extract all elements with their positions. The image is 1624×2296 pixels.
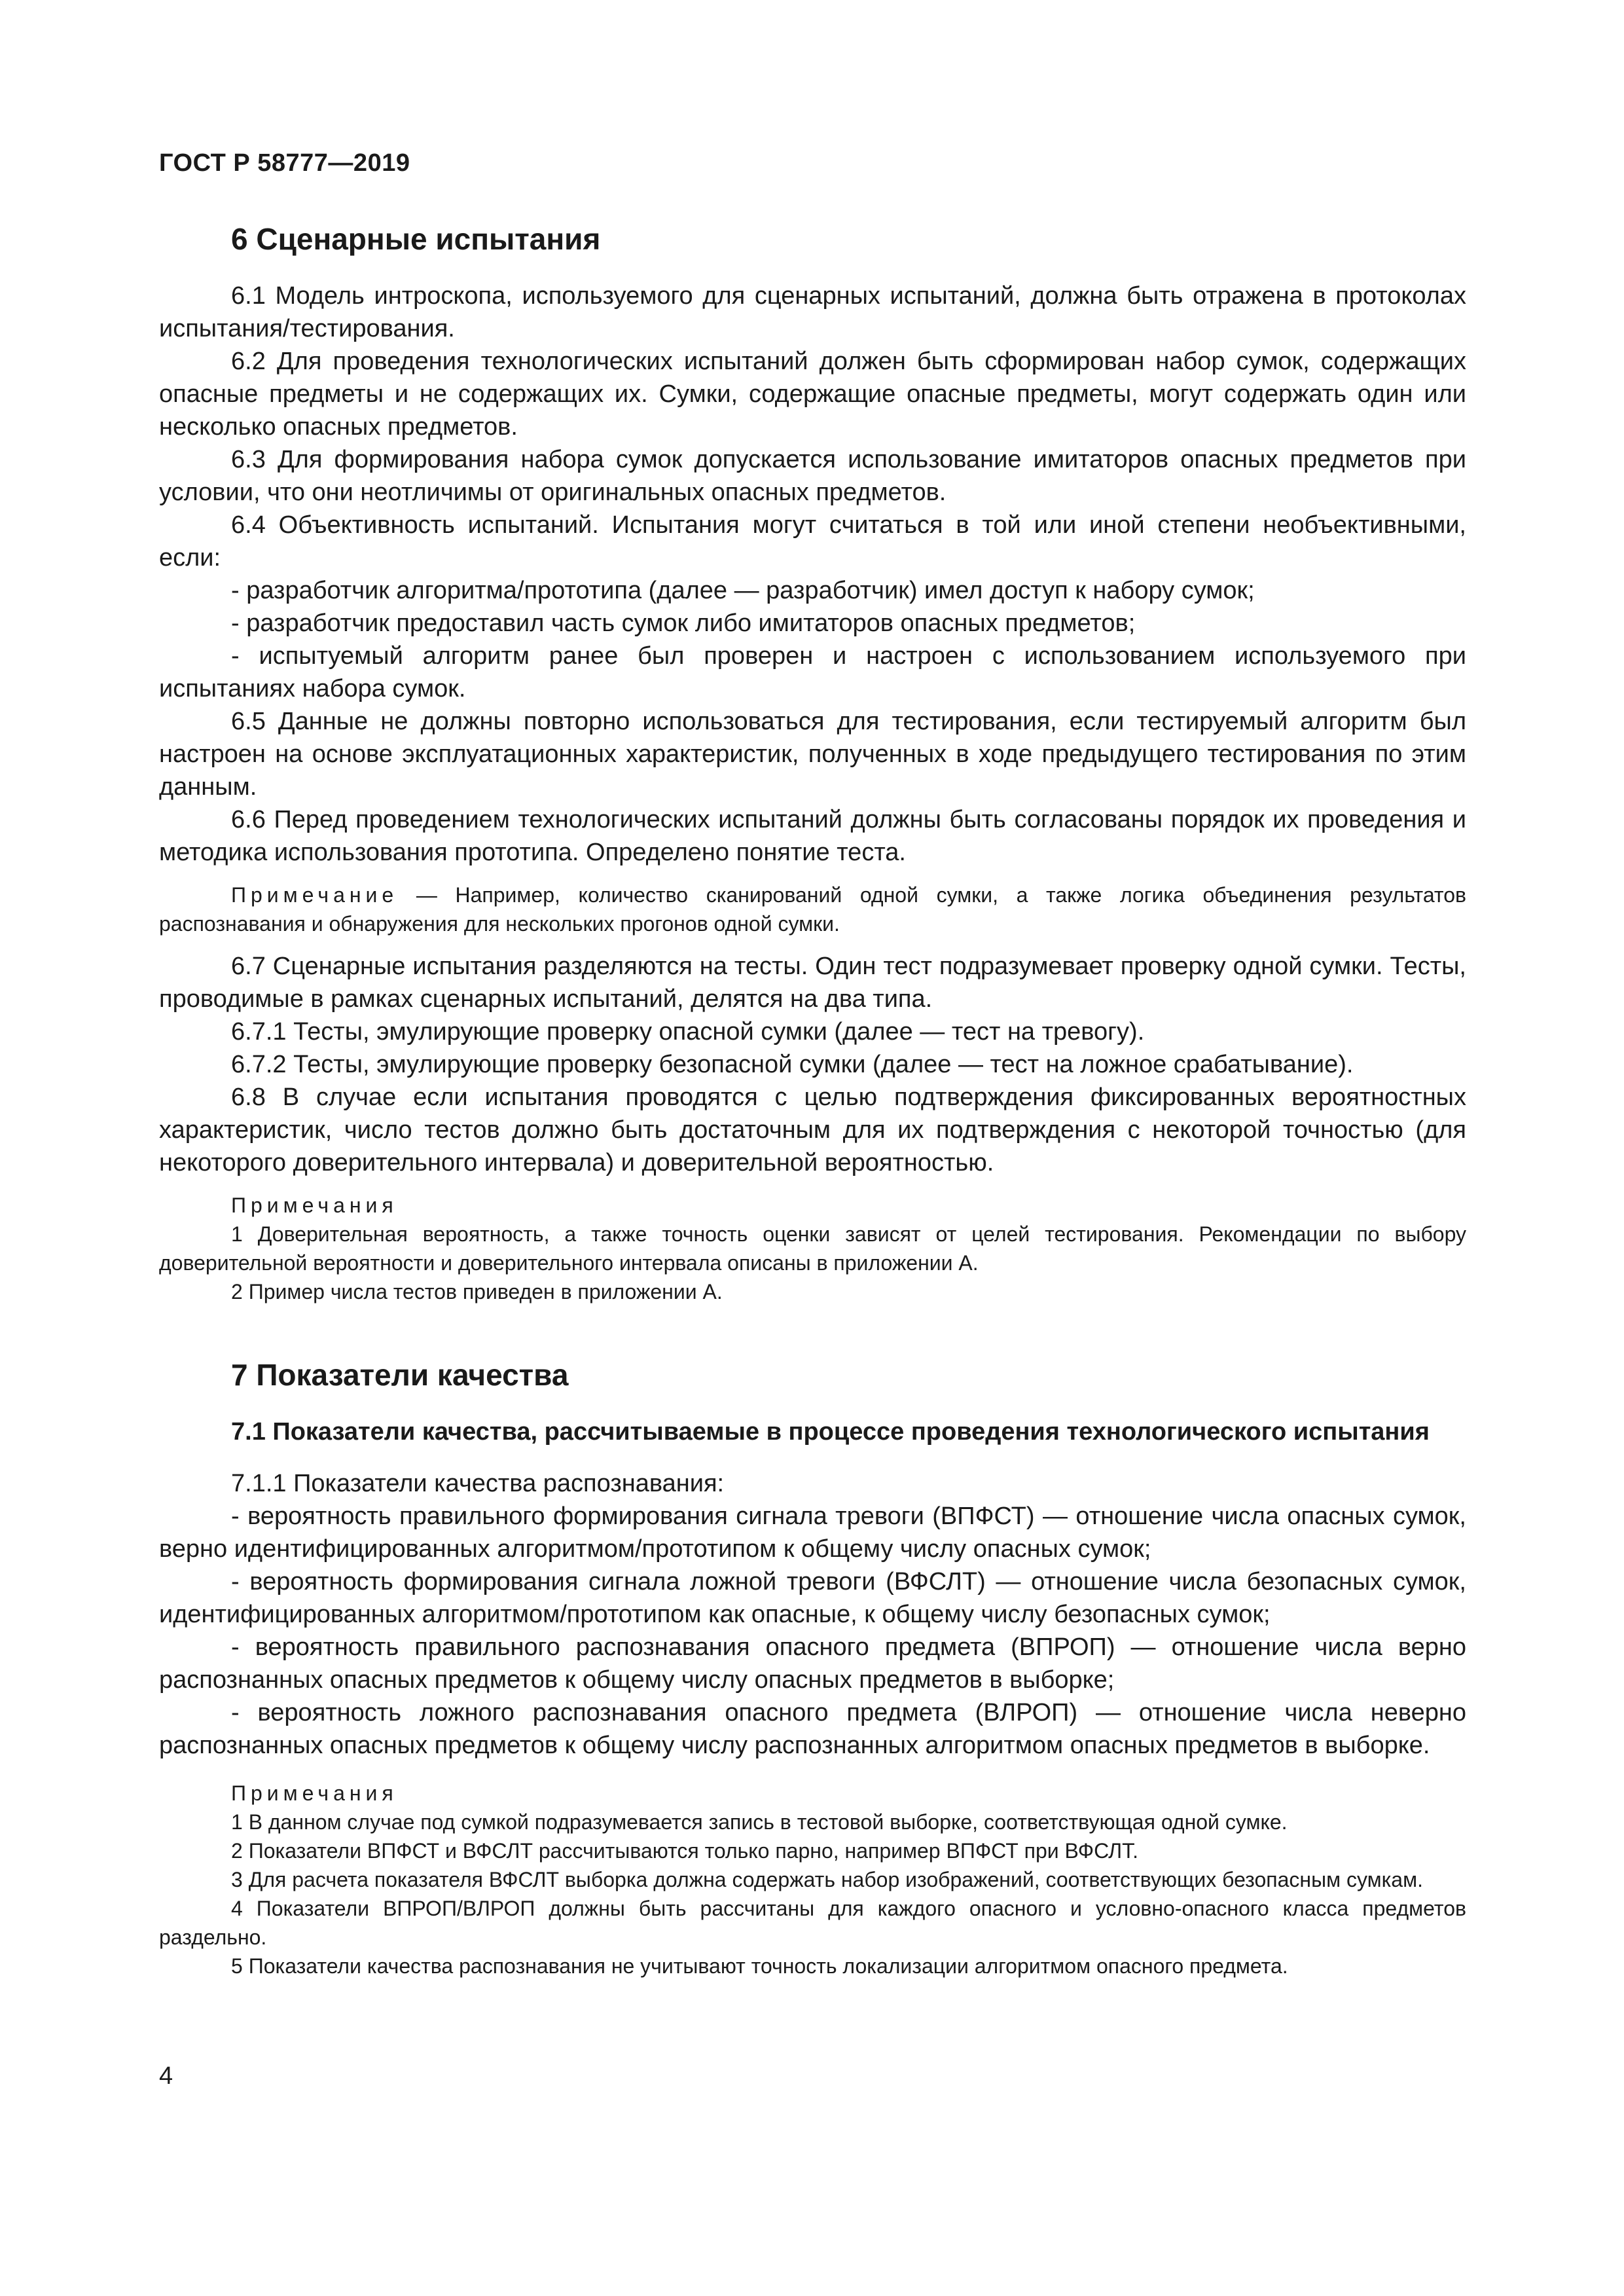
note-item: 1 Доверительная вероятность, а также точность оценки зависят от целей тестирования. Рекомендации по выбору доверительной вероятности и доверительного интервала описаны в приложении А. — [159, 1222, 1466, 1275]
list-item: - разработчик алгоритма/прототипа (далее — разработчик) имел доступ к набору сумок; — [231, 577, 1255, 605]
notes-label: Примечания — [231, 1781, 398, 1805]
clause-6-1: 6.1 Модель интроскопа, используемого для сценарных испытаний, должна быть отражена в протоколах испытания/тестирования. — [159, 282, 1466, 343]
page-number: 4 — [159, 2062, 173, 2090]
note-item: 3 Для расчета показателя ВФСЛТ выборка должна содержать набор изображений, соответствующих безопасным сумкам. — [231, 1867, 1423, 1891]
note-6-6 — [159, 881, 1466, 938]
note-item: 2 Показатели ВПФСТ и ВФСЛТ рассчитываются только парно, например ВПФСТ при ВФСЛТ. — [231, 1838, 1139, 1863]
clause-6-7-2: 6.7.2 Тесты, эмулирующие проверку безопасной сумки (далее — тест на ложное срабатывание). — [231, 1051, 1354, 1079]
notes-7-1-1 — [159, 1779, 1466, 1980]
clause-6-5: 6.5 Данные не должны повторно использоваться для тестирования, если тестируемый алгоритм был настроен на основе эксплуатационных характеристик, полученных в ходе предыдущего тестирования по этим данным. — [159, 708, 1466, 801]
clause-6-3: 6.3 Для формирования набора сумок допускается использование имитаторов опасных предметов при условии, что они неотличимы от оригинальных опасных предметов. — [159, 446, 1466, 507]
note-item: 4 Показатели ВПРОП/ВЛРОП должны быть рассчитаны для каждого опасного и условно-опасного класса предметов раздельно. — [159, 1896, 1466, 1949]
note-label: Примечание — [231, 883, 399, 907]
page-content — [159, 221, 1466, 1992]
clause-6-8: 6.8 В случае если испытания проводятся с целью подтверждения фиксированных вероятностных характеристик, число тестов должно быть достаточным для их подтверждения с некоторой точностью (для некоторого доверительного интервала) и доверительной вероятностью. — [159, 1084, 1466, 1177]
clause-6-4: 6.4 Объективность испытаний. Испытания могут считаться в той или иной степени необъективными, если: — [159, 511, 1466, 572]
document-designation: ГОСТ Р 58777—2019 — [159, 149, 410, 177]
clause-6-6: 6.6 Перед проведением технологических испытаний должны быть согласованы порядок их проведения и методика использования прототипа. Определено понятие теста. — [159, 806, 1466, 867]
note-item: 5 Показатели качества распознавания не учитывают точность локализации алгоритмом опасного предмета. — [231, 1954, 1288, 1978]
clause-6-7-1: 6.7.1 Тесты, эмулирующие проверку опасной сумки (далее — тест на тревогу). — [231, 1018, 1145, 1046]
section-6-title: 6 Сценарные испытания — [231, 222, 601, 256]
clause-7-1-1: 7.1.1 Показатели качества распознавания: — [231, 1469, 725, 1497]
list-item: - вероятность ложного распознавания опасного предмета (ВЛРОП) — отношение числа неверно распознанных опасных предметов к общему числу распознанных алгоритмом опасных предметов в выборке. — [159, 1698, 1466, 1759]
list-item: - разработчик предоставил часть сумок либо имитаторов опасных предметов; — [231, 610, 1136, 638]
subsection-7-1-title: 7.1 Показатели качества, рассчитываемые в процессе проведения технологического испытания — [231, 1418, 1430, 1446]
notes-label: Примечания — [231, 1194, 398, 1218]
note-item: 2 Пример числа тестов приведен в приложении А. — [231, 1280, 723, 1304]
list-item: - вероятность правильного распознавания опасного предмета (ВПРОП) — отношение числа верно распознанных опасных предметов к общему числу опасных предметов в выборке; — [159, 1633, 1466, 1694]
list-item: - вероятность формирования сигнала ложной тревоги (ВФСЛТ) — отношение числа безопасных сумок, идентифицированных алгоритмом/прототипом как опасные, к общему числу безопасных сумок; — [159, 1567, 1466, 1628]
note-body: — Например, количество сканирований одной сумки, а также логика объединения результатов распознавания и обнаружения для нескольких прогонов одной сумки. — [159, 883, 1466, 936]
clause-6-2: 6.2 Для проведения технологических испытаний должен быть сформирован набор сумок, содержащих опасные предметы и не содержащих их. Сумки, содержащие опасные предметы, могут содержать один или несколько опасных предметов. — [159, 348, 1466, 441]
clause-6-7: 6.7 Сценарные испытания разделяются на тесты. Один тест подразумевает проверку одной сумки. Тесты, проводимые в рамках сценарных испытаний, делятся на два типа. — [159, 953, 1466, 1013]
list-item: - вероятность правильного формирования сигнала тревоги (ВПФСТ) — отношение числа опасных сумок, верно идентифицированных алгоритмом/прототипом к общему числу опасных сумок; — [159, 1502, 1466, 1563]
note-item: 1 В данном случае под сумкой подразумевается запись в тестовой выборке, соответствующая одной сумке. — [231, 1810, 1288, 1834]
note-text — [159, 881, 1466, 938]
section-7-title: 7 Показатели качества — [231, 1358, 569, 1393]
notes-6-8 — [159, 1191, 1466, 1306]
list-item: - испытуемый алгоритм ранее был проверен и настроен с использованием используемого при испытаниях набора сумок. — [159, 642, 1466, 703]
